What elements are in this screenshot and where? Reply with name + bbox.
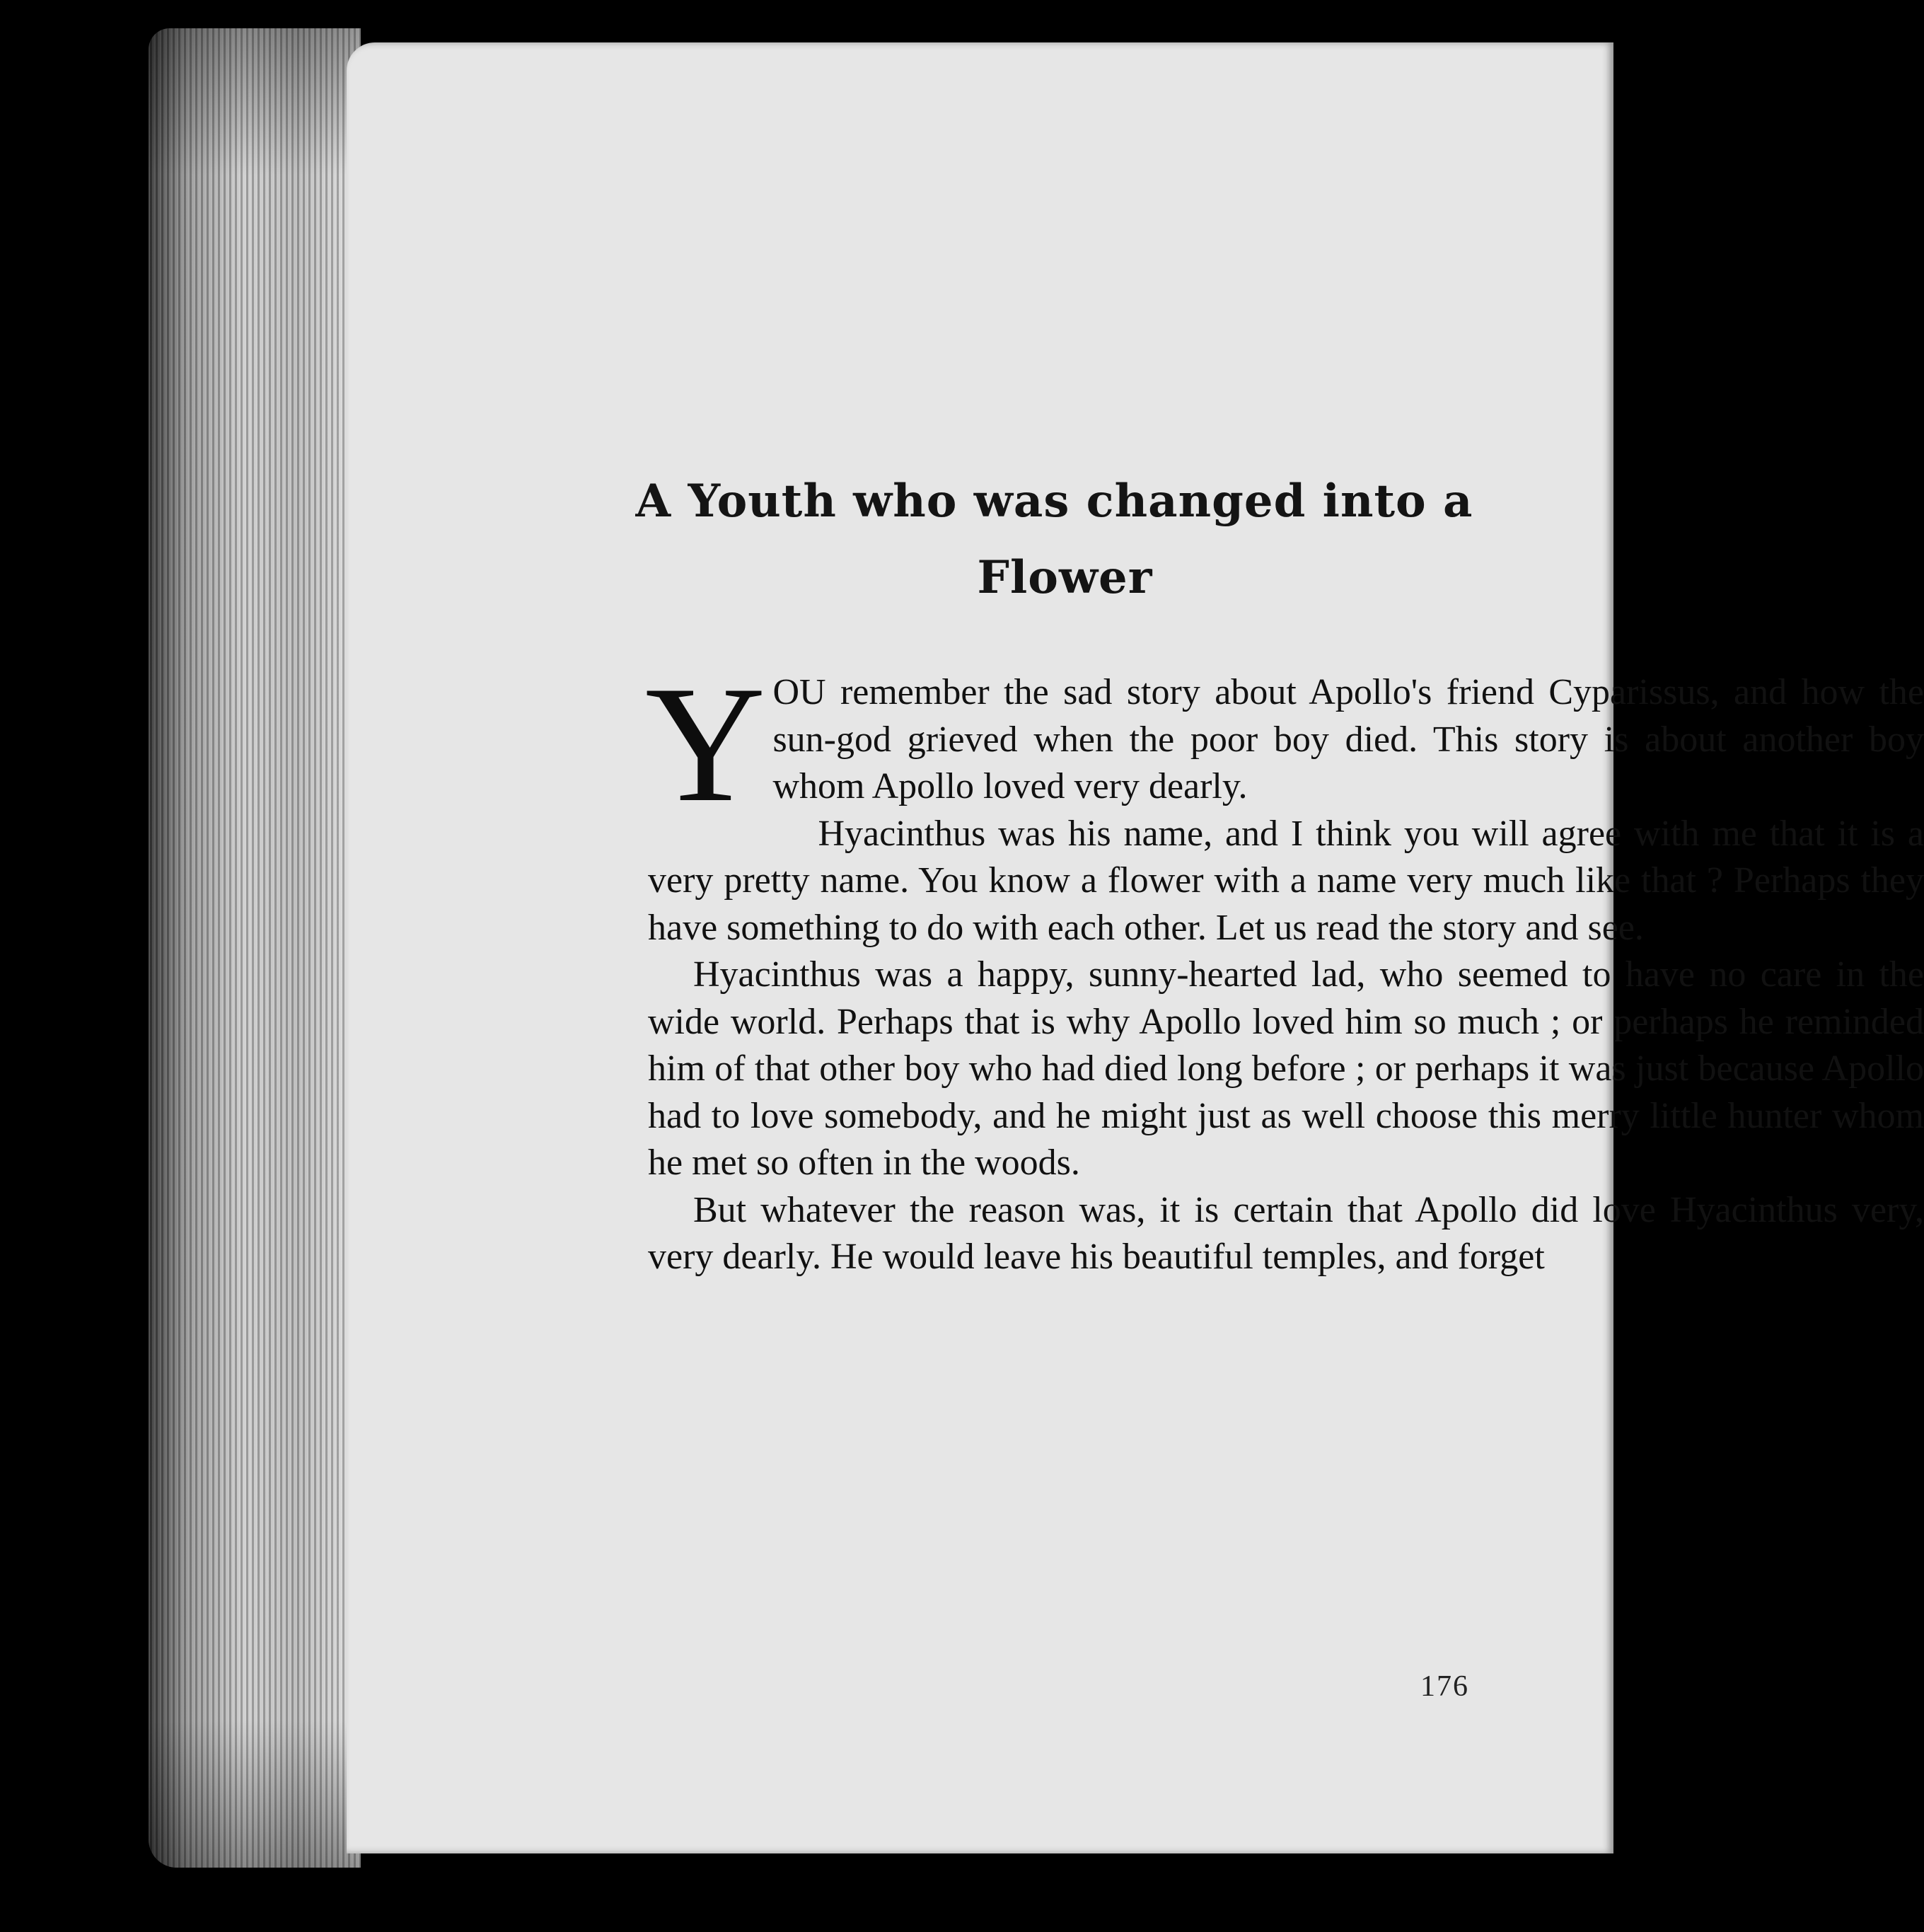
body-text — [645, 652, 1924, 1281]
paragraph-4: But whatever the reason was, it is certain that Apollo did love Hyacinthus very, very dearly. He would leave his beautiful temples, and forget — [648, 1189, 1924, 1277]
chapter-title-line-1: A Youth who was changed into a — [635, 475, 1473, 528]
book-page-edges — [149, 28, 361, 1868]
paragraph-1-text: OU remember the sad story about Apollo's friend Cyparissus, and how the sun-god grieved when the poor boy died. This story is about another boy whom Apollo loved very dearly. — [772, 672, 1924, 806]
drop-cap: Y — [645, 652, 766, 837]
paragraph-3: Hyacinthus was a happy, sunny-hearted lad, who seemed to have no care in the wide world. Perhaps that is why Apollo loved him so much ; or perhaps he reminded him of that other boy who had died long before ; or perhaps it was just because Apollo had to love somebody, and he might just as well choose this merry little hunter whom he met so often in the woods. — [648, 954, 1924, 1183]
chapter-title-line-2: Flower — [977, 551, 1153, 604]
page-number: 176 — [1420, 1670, 1469, 1703]
paragraph-2: Hyacinthus was his name, and I think you will agree with me that it is a very pretty name. You know a flower with a name very much like that ? Perhaps they have something to do with each other. Let us read the story and see. — [648, 813, 1924, 948]
chapter-title — [347, 463, 1613, 616]
paragraph-1 — [645, 652, 1924, 837]
book-page — [347, 42, 1924, 1853]
